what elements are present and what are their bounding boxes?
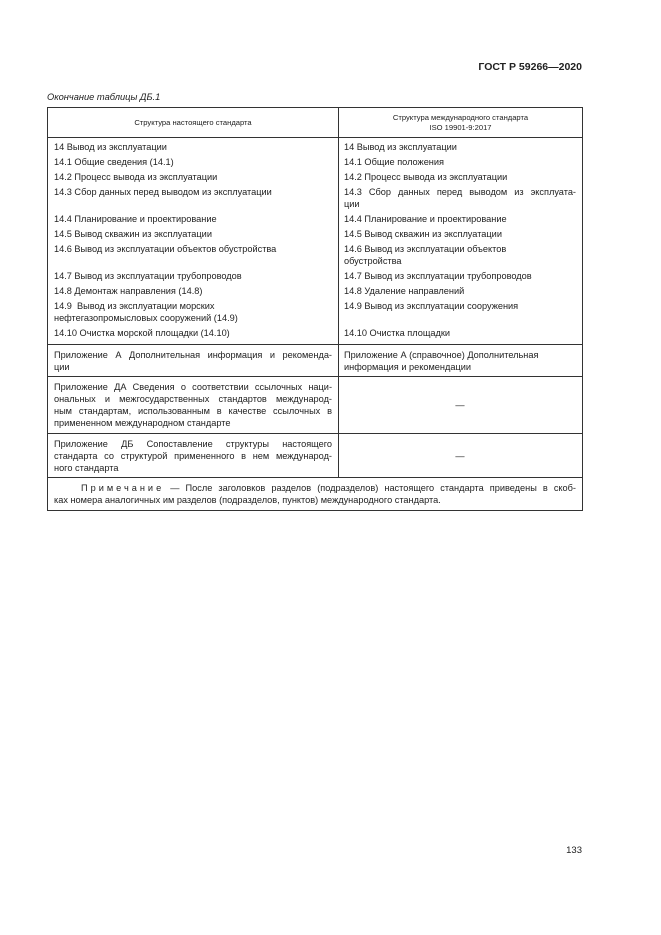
cell-line: 14.7 Вывод из эксплуатации трубопроводов (54, 271, 242, 281)
cell-line: нефтегазопромысловых сооружений (14.9) (54, 313, 238, 323)
table-row (48, 242, 583, 269)
cell-line: 14.2 Процесс вывода из эксплуатации (344, 172, 508, 182)
cell-right (339, 299, 583, 326)
cell-line: ным стандартам, использованным в качестве ссылочных в (54, 406, 332, 416)
cell-left (48, 227, 339, 242)
table-row (48, 299, 583, 326)
table-row (48, 227, 583, 242)
cell-line: 14.7 Вывод из эксплуатации трубопроводов (344, 271, 532, 281)
cell-line: 14.6 Вывод из эксплуатации объектов (344, 244, 507, 254)
cell-line: информация и рекомендации (344, 361, 471, 372)
table-note-row (48, 478, 583, 511)
table-row (48, 326, 583, 345)
cell-left (48, 138, 339, 155)
cell-right (339, 326, 583, 345)
cell-right (339, 170, 583, 185)
cell-line: ции (54, 361, 70, 372)
cell-right (339, 212, 583, 227)
cell-left (48, 433, 339, 478)
cell-left (48, 344, 339, 377)
cell-line: стандарта со структурой примененного в нем международ- (54, 450, 332, 461)
cell-line: Приложение ДА Сведения о соответствии ссылочных наци- (54, 382, 332, 392)
cell-line: ного стандарта (54, 462, 119, 473)
header-left-text: Структура настоящего стандарта (134, 117, 252, 127)
cell-left (48, 269, 339, 284)
header-right-line: Структура международного стандарта (392, 112, 529, 122)
cell-right (339, 155, 583, 170)
cell-line: ции (344, 199, 360, 209)
cell-left (48, 170, 339, 185)
cell-line: Приложение ДБ Сопоставление структуры настоящего (54, 438, 332, 449)
document-code: ГОСТ Р 59266—2020 (478, 61, 582, 73)
cell-line: обустройства (344, 256, 402, 266)
cell-line: 14.9 Вывод из эксплуатации морских (54, 301, 215, 311)
header-right (339, 108, 583, 138)
comparison-table (47, 107, 583, 511)
cell-line: 14.8 Удаление направлений (344, 286, 465, 296)
cell-line: 14.10 Очистка морской площадки (14.10) (54, 328, 230, 338)
dash-mark: — (455, 400, 465, 410)
cell-line: 14.2 Процесс вывода из эксплуатации (54, 172, 218, 182)
cell-line: 14.4 Планирование и проектирование (344, 214, 507, 224)
page-number: 133 (566, 845, 582, 856)
cell-line: 14.3 Сбор данных перед выводом из эксплуата- (344, 187, 576, 197)
cell-line: 14.8 Демонтаж направления (14.8) (54, 286, 203, 296)
cell-line: 14 Вывод из эксплуатации (344, 142, 457, 152)
cell-line: 14.1 Общие сведения (14.1) (54, 157, 174, 167)
cell-left (48, 155, 339, 170)
cell-right (339, 284, 583, 299)
note-line: ках номера аналогичных им разделов (подразделов, пунктов) международного стандарта. (54, 495, 441, 505)
cell-line: 14.10 Очистка площадки (344, 328, 451, 338)
cell-left (48, 377, 339, 434)
note-text: — После заголовков разделов (подразделов) настоящего стандарта приведены в скоб- (170, 483, 576, 493)
cell-line: ональных и межгосударственных стандартов международ- (54, 394, 332, 404)
cell-left (48, 212, 339, 227)
cell-line: 14.4 Планирование и проектирование (54, 214, 217, 224)
cell-line: примененном международном стандарте (54, 418, 231, 428)
cell-line: Приложение А Дополнительная информация и рекоменда- (54, 349, 332, 360)
cell-left (48, 299, 339, 326)
header-right-line: ISO 19901-9:2017 (429, 122, 492, 132)
cell-right (339, 269, 583, 284)
table-row (48, 155, 583, 170)
cell-right (339, 185, 583, 212)
table-header-row (48, 108, 583, 138)
table-caption: Окончание таблицы ДБ.1 (47, 92, 161, 102)
dash-mark: — (455, 450, 465, 461)
table-row (48, 269, 583, 284)
table-row-appendix-da (48, 377, 583, 434)
cell-left (48, 242, 339, 269)
table-row (48, 185, 583, 212)
cell-line: 14.9 Вывод из эксплуатации сооружения (344, 301, 519, 311)
cell-line: 14.3 Сбор данных перед выводом из эксплуатации (54, 187, 272, 197)
cell-line: 14.1 Общие положения (344, 157, 444, 167)
note-label: Примечание (81, 483, 165, 493)
cell-left (48, 185, 339, 212)
table-row-appendix-db (48, 433, 583, 478)
table-row-appendix-a (48, 344, 583, 377)
cell-left (48, 326, 339, 345)
note-cell (48, 478, 583, 511)
table-row (48, 170, 583, 185)
cell-right (339, 344, 583, 377)
cell-line: 14.6 Вывод из эксплуатации объектов обустройства (54, 244, 277, 254)
cell-line: Приложение А (справочное) Дополнительная (344, 349, 539, 360)
table-row (48, 138, 583, 155)
note-line (54, 482, 576, 494)
cell-line: 14.5 Вывод скважин из эксплуатации (54, 229, 212, 239)
table-row (48, 284, 583, 299)
cell-left (48, 284, 339, 299)
table-row (48, 212, 583, 227)
cell-line: 14 Вывод из эксплуатации (54, 142, 167, 152)
cell-right (339, 138, 583, 155)
cell-right (339, 377, 583, 434)
header-left (48, 108, 339, 138)
cell-line: 14.5 Вывод скважин из эксплуатации (344, 229, 502, 239)
cell-right (339, 433, 583, 478)
cell-right (339, 242, 583, 269)
cell-right (339, 227, 583, 242)
